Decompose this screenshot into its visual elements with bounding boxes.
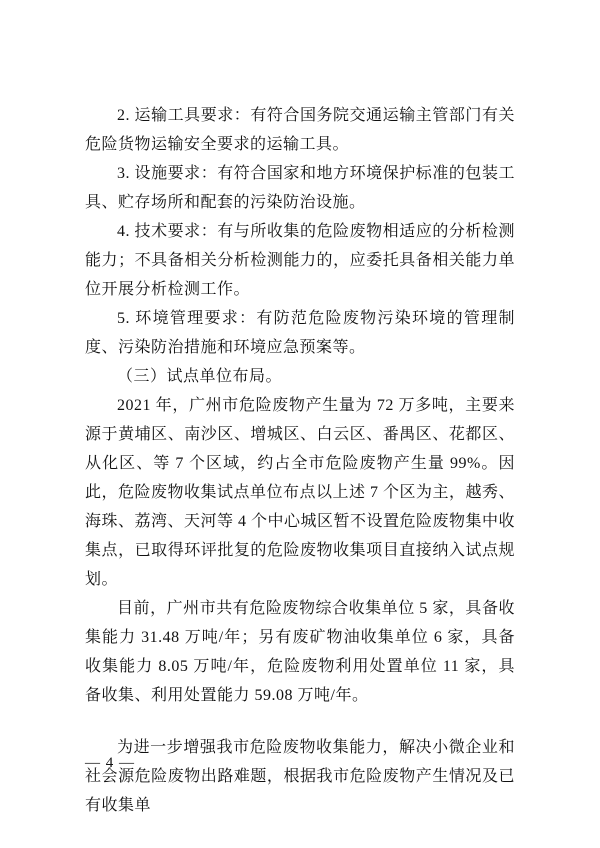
paragraph-transport-requirements: 2. 运输工具要求：有符合国务院交通运输主管部门有关危险货物运输安全要求的运输工具。 xyxy=(85,107,515,153)
paragraph-technical-requirements: 4. 技术要求：有与所收集的危险废物相适应的分析检测能力；不具备相关分析检测能力的，应委托具备相关能力单位开展分析检测工作。 xyxy=(85,223,515,298)
paragraph-2021-waste-overview: 2021 年，广州市危险废物产生量为 72 万多吨，主要来源于黄埔区、南沙区、增城区、白云区、番禺区、花都区、从化区、等 7 个区域，约占全市危险废物产生量 99%。因此，危险废物收集试点单位布点以上述 7 个区为主，越秀、海珠、荔湾、天河等 4 个中心城区暂不设置危险废物集中收集点，已取得环评批复的危险废物收集项目直接纳入试点规划。 xyxy=(85,397,516,588)
paragraph-facility-requirements: 3. 设施要求：有符合国家和地方环境保护标准的包装工具、贮存场所和配套的污染防治设施。 xyxy=(85,165,515,211)
paragraph-enhancement-plan: 为进一步增强我市危险废物收集能力，解决小微企业和社会源危险废物出路难题，根据我市危险废物产生情况及已有收集单 xyxy=(85,739,515,814)
paragraph-current-collection-capacity: 目前，广州市共有危险废物综合收集单位 5 家，具备收集能力 31.48 万吨/年；另有废矿物油收集单位 6 家，具备收集能力 8.05 万吨/年，危险废物利用处置单位 11 家，具备收集、利用处置能力 59.08 万吨/年。 xyxy=(85,600,515,704)
heading-pilot-unit-layout: （三）试点单位布局。 xyxy=(117,368,283,385)
page-number: — 4 — xyxy=(85,755,135,771)
paragraph-environmental-management: 5. 环境管理要求：有防范危险废物污染环境的管理制度、污染防治措施和环境应急预案等。 xyxy=(85,310,515,356)
